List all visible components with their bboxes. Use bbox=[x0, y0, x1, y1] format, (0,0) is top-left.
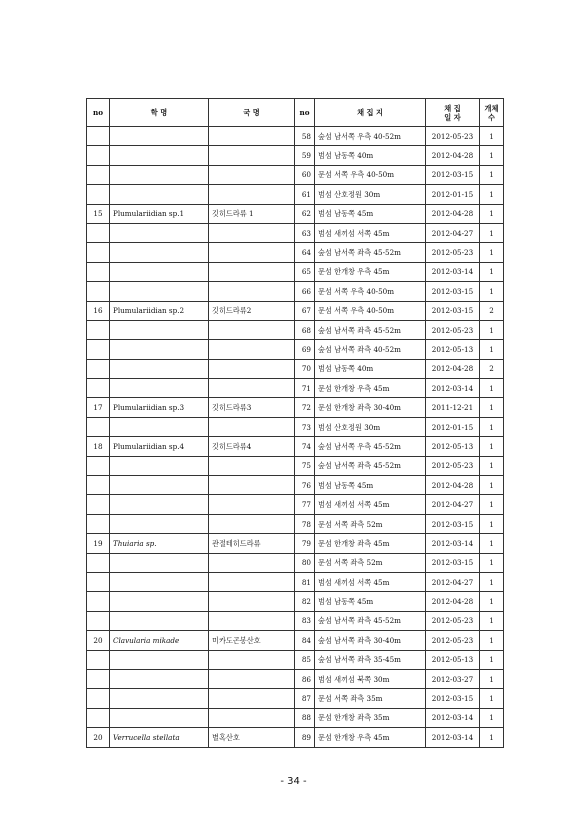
cell-scientific-name bbox=[110, 669, 209, 688]
header-scientific-name: 학 명 bbox=[110, 99, 209, 127]
table-row bbox=[87, 146, 504, 165]
cell-species-no bbox=[87, 243, 110, 262]
cell-collection-site: 범섬 새끼섬 서쪽 45m bbox=[315, 223, 426, 242]
cell-sample-no: 77 bbox=[295, 495, 315, 514]
table-body bbox=[87, 127, 504, 748]
cell-sample-no: 64 bbox=[295, 243, 315, 262]
cell-species-no bbox=[87, 359, 110, 378]
cell-scientific-name bbox=[110, 127, 209, 146]
cell-korean-name: 깃히드라류2 bbox=[209, 301, 295, 320]
cell-count: 1 bbox=[480, 127, 504, 146]
cell-scientific-name bbox=[110, 379, 209, 398]
cell-collection-site: 숲섬 남서쪽 좌측 30-40m bbox=[315, 631, 426, 650]
cell-collection-date: 2012-03-14 bbox=[426, 708, 480, 727]
cell-collection-site: 숲섬 남서쪽 좌측 45-52m bbox=[315, 243, 426, 262]
cell-collection-date: 2012-03-15 bbox=[426, 689, 480, 708]
cell-count: 1 bbox=[480, 398, 504, 417]
cell-collection-date: 2012-03-15 bbox=[426, 514, 480, 533]
cell-species-no bbox=[87, 340, 110, 359]
cell-species-no bbox=[87, 146, 110, 165]
table-row bbox=[87, 417, 504, 436]
cell-collection-date: 2012-05-23 bbox=[426, 243, 480, 262]
cell-species-no bbox=[87, 185, 110, 204]
cell-collection-date: 2012-04-27 bbox=[426, 223, 480, 242]
table-row bbox=[87, 669, 504, 688]
cell-scientific-name bbox=[110, 553, 209, 572]
table-row bbox=[87, 514, 504, 533]
cell-scientific-name bbox=[110, 359, 209, 378]
cell-korean-name bbox=[209, 495, 295, 514]
cell-scientific-name bbox=[110, 514, 209, 533]
cell-collection-date: 2012-04-27 bbox=[426, 572, 480, 591]
cell-species-no bbox=[87, 165, 110, 184]
cell-korean-name bbox=[209, 669, 295, 688]
cell-scientific-name bbox=[110, 572, 209, 591]
cell-scientific-name bbox=[110, 708, 209, 727]
cell-korean-name bbox=[209, 572, 295, 591]
cell-species-no bbox=[87, 282, 110, 301]
cell-korean-name bbox=[209, 514, 295, 533]
cell-species-no: 17 bbox=[87, 398, 110, 417]
table-row bbox=[87, 398, 504, 417]
cell-species-no: 16 bbox=[87, 301, 110, 320]
cell-scientific-name bbox=[110, 689, 209, 708]
cell-species-no bbox=[87, 223, 110, 242]
cell-species-no bbox=[87, 476, 110, 495]
table-row bbox=[87, 631, 504, 650]
cell-count: 1 bbox=[480, 146, 504, 165]
table-row bbox=[87, 127, 504, 146]
cell-sample-no: 71 bbox=[295, 379, 315, 398]
cell-scientific-name bbox=[110, 592, 209, 611]
cell-collection-site: 문섬 한개창 좌측 30-40m bbox=[315, 398, 426, 417]
cell-collection-date: 2012-05-23 bbox=[426, 127, 480, 146]
cell-collection-site: 범섬 새끼섬 서쪽 45m bbox=[315, 572, 426, 591]
cell-species-no: 18 bbox=[87, 437, 110, 456]
cell-korean-name bbox=[209, 340, 295, 359]
cell-count: 1 bbox=[480, 204, 504, 223]
cell-collection-site: 문섬 서쪽 우측 40-50m bbox=[315, 282, 426, 301]
cell-count: 1 bbox=[480, 476, 504, 495]
cell-sample-no: 62 bbox=[295, 204, 315, 223]
cell-count: 1 bbox=[480, 534, 504, 553]
cell-korean-name: 관절테히드라류 bbox=[209, 534, 295, 553]
cell-species-no: 20 bbox=[87, 728, 110, 747]
cell-scientific-name: Clavularia mikade bbox=[110, 631, 209, 650]
cell-scientific-name: Thuiaria sp. bbox=[110, 534, 209, 553]
cell-species-no bbox=[87, 262, 110, 281]
cell-scientific-name bbox=[110, 650, 209, 669]
table-row bbox=[87, 437, 504, 456]
table-row bbox=[87, 185, 504, 204]
table-row bbox=[87, 359, 504, 378]
table-row bbox=[87, 223, 504, 242]
table-row bbox=[87, 476, 504, 495]
cell-species-no bbox=[87, 592, 110, 611]
cell-sample-no: 70 bbox=[295, 359, 315, 378]
table-row bbox=[87, 592, 504, 611]
cell-korean-name bbox=[209, 165, 295, 184]
cell-korean-name bbox=[209, 689, 295, 708]
cell-collection-date: 2012-03-15 bbox=[426, 282, 480, 301]
cell-collection-site: 범섬 산호정원 30m bbox=[315, 185, 426, 204]
cell-count: 1 bbox=[480, 437, 504, 456]
cell-collection-site: 숲섬 남서쪽 좌측 35-45m bbox=[315, 650, 426, 669]
table-row bbox=[87, 301, 504, 320]
cell-sample-no: 89 bbox=[295, 728, 315, 747]
cell-scientific-name bbox=[110, 185, 209, 204]
cell-collection-site: 문섬 서쪽 좌측 52m bbox=[315, 514, 426, 533]
cell-sample-no: 85 bbox=[295, 650, 315, 669]
cell-sample-no: 81 bbox=[295, 572, 315, 591]
cell-sample-no: 69 bbox=[295, 340, 315, 359]
cell-collection-date: 2012-01-15 bbox=[426, 185, 480, 204]
cell-species-no bbox=[87, 669, 110, 688]
cell-korean-name bbox=[209, 592, 295, 611]
cell-sample-no: 58 bbox=[295, 127, 315, 146]
cell-collection-date: 2012-05-23 bbox=[426, 631, 480, 650]
cell-count: 1 bbox=[480, 340, 504, 359]
cell-count: 1 bbox=[480, 262, 504, 281]
cell-korean-name bbox=[209, 553, 295, 572]
cell-scientific-name bbox=[110, 243, 209, 262]
cell-sample-no: 88 bbox=[295, 708, 315, 727]
cell-korean-name bbox=[209, 243, 295, 262]
cell-collection-site: 범섬 새끼섬 서쪽 45m bbox=[315, 495, 426, 514]
cell-collection-date: 2012-05-13 bbox=[426, 340, 480, 359]
table-row bbox=[87, 534, 504, 553]
cell-collection-date: 2012-03-14 bbox=[426, 728, 480, 747]
cell-count: 1 bbox=[480, 689, 504, 708]
cell-species-no bbox=[87, 320, 110, 339]
cell-species-no: 19 bbox=[87, 534, 110, 553]
header-korean-name: 국 명 bbox=[209, 99, 295, 127]
cell-korean-name bbox=[209, 476, 295, 495]
cell-korean-name: 깃히드라류3 bbox=[209, 398, 295, 417]
cell-species-no bbox=[87, 553, 110, 572]
cell-collection-site: 문섬 한개창 우측 45m bbox=[315, 379, 426, 398]
cell-korean-name bbox=[209, 650, 295, 669]
cell-count: 1 bbox=[480, 456, 504, 475]
cell-collection-date: 2012-03-14 bbox=[426, 534, 480, 553]
cell-count: 1 bbox=[480, 223, 504, 242]
cell-collection-site: 문섬 한개창 좌측 35m bbox=[315, 708, 426, 727]
cell-count: 1 bbox=[480, 728, 504, 747]
header-no: no bbox=[87, 99, 110, 127]
cell-korean-name bbox=[209, 223, 295, 242]
cell-korean-name bbox=[209, 282, 295, 301]
header-count: 개체 수 bbox=[480, 99, 504, 127]
cell-sample-no: 61 bbox=[295, 185, 315, 204]
cell-scientific-name: Verrucella stellata bbox=[110, 728, 209, 747]
cell-species-no bbox=[87, 572, 110, 591]
cell-collection-date: 2012-05-23 bbox=[426, 611, 480, 630]
cell-collection-site: 문섬 서쪽 좌측 52m bbox=[315, 553, 426, 572]
cell-sample-no: 80 bbox=[295, 553, 315, 572]
page-number: - 34 - bbox=[280, 776, 307, 787]
cell-sample-no: 72 bbox=[295, 398, 315, 417]
cell-count: 1 bbox=[480, 650, 504, 669]
cell-collection-site: 범섬 남동쪽 45m bbox=[315, 476, 426, 495]
cell-species-no: 20 bbox=[87, 631, 110, 650]
cell-collection-site: 문섬 서쪽 우측 40-50m bbox=[315, 301, 426, 320]
cell-count: 2 bbox=[480, 301, 504, 320]
cell-collection-site: 문섬 한개창 우측 45m bbox=[315, 262, 426, 281]
cell-species-no: 15 bbox=[87, 204, 110, 223]
cell-collection-site: 숲섬 남서쪽 좌측 45-52m bbox=[315, 320, 426, 339]
table-row bbox=[87, 243, 504, 262]
cell-scientific-name bbox=[110, 476, 209, 495]
cell-count: 1 bbox=[480, 185, 504, 204]
cell-species-no bbox=[87, 127, 110, 146]
cell-collection-date: 2012-04-28 bbox=[426, 476, 480, 495]
cell-scientific-name bbox=[110, 223, 209, 242]
cell-count: 1 bbox=[480, 282, 504, 301]
cell-collection-site: 문섬 한개창 좌측 45m bbox=[315, 534, 426, 553]
cell-scientific-name bbox=[110, 262, 209, 281]
cell-collection-date: 2012-03-14 bbox=[426, 379, 480, 398]
cell-collection-site: 범섬 남동쪽 45m bbox=[315, 204, 426, 223]
cell-species-no bbox=[87, 379, 110, 398]
cell-collection-date: 2012-04-28 bbox=[426, 359, 480, 378]
cell-count: 1 bbox=[480, 320, 504, 339]
cell-species-no bbox=[87, 417, 110, 436]
cell-collection-site: 범섬 남동쪽 40m bbox=[315, 146, 426, 165]
cell-collection-date: 2012-03-15 bbox=[426, 301, 480, 320]
cell-collection-site: 숲섬 남서쪽 우측 40-52m bbox=[315, 127, 426, 146]
cell-sample-no: 75 bbox=[295, 456, 315, 475]
cell-collection-date: 2012-03-15 bbox=[426, 165, 480, 184]
cell-count: 1 bbox=[480, 572, 504, 591]
cell-sample-no: 78 bbox=[295, 514, 315, 533]
cell-sample-no: 65 bbox=[295, 262, 315, 281]
cell-collection-date: 2012-04-28 bbox=[426, 592, 480, 611]
cell-sample-no: 84 bbox=[295, 631, 315, 650]
cell-count: 1 bbox=[480, 379, 504, 398]
cell-sample-no: 68 bbox=[295, 320, 315, 339]
cell-korean-name: 별혹산호 bbox=[209, 728, 295, 747]
cell-species-no bbox=[87, 456, 110, 475]
cell-collection-site: 숲섬 남서쪽 우측 45-52m bbox=[315, 437, 426, 456]
cell-collection-site: 숲섬 남서쪽 좌측 45-52m bbox=[315, 611, 426, 630]
cell-collection-date: 2012-05-23 bbox=[426, 456, 480, 475]
cell-scientific-name bbox=[110, 417, 209, 436]
cell-scientific-name bbox=[110, 340, 209, 359]
table-row bbox=[87, 165, 504, 184]
cell-collection-site: 문섬 한개창 우측 45m bbox=[315, 728, 426, 747]
cell-collection-site: 숲섬 남서쪽 좌측 45-52m bbox=[315, 456, 426, 475]
cell-scientific-name bbox=[110, 165, 209, 184]
cell-collection-date: 2012-04-27 bbox=[426, 495, 480, 514]
cell-collection-site: 문섬 서쪽 좌측 35m bbox=[315, 689, 426, 708]
cell-species-no bbox=[87, 650, 110, 669]
cell-collection-date: 2012-05-13 bbox=[426, 437, 480, 456]
cell-scientific-name bbox=[110, 611, 209, 630]
cell-count: 2 bbox=[480, 359, 504, 378]
table-row bbox=[87, 282, 504, 301]
cell-korean-name bbox=[209, 262, 295, 281]
cell-sample-no: 74 bbox=[295, 437, 315, 456]
cell-korean-name bbox=[209, 320, 295, 339]
cell-collection-date: 2011-12-21 bbox=[426, 398, 480, 417]
cell-scientific-name bbox=[110, 495, 209, 514]
cell-collection-site: 범섬 새끼섬 북쪽 30m bbox=[315, 669, 426, 688]
cell-sample-no: 59 bbox=[295, 146, 315, 165]
cell-count: 1 bbox=[480, 631, 504, 650]
cell-korean-name: 깃히드라류 1 bbox=[209, 204, 295, 223]
cell-sample-no: 60 bbox=[295, 165, 315, 184]
cell-collection-site: 문섬 서쪽 우측 40-50m bbox=[315, 165, 426, 184]
cell-collection-date: 2012-03-14 bbox=[426, 262, 480, 281]
cell-korean-name bbox=[209, 417, 295, 436]
cell-scientific-name: Plumulariidian sp.3 bbox=[110, 398, 209, 417]
cell-sample-no: 82 bbox=[295, 592, 315, 611]
cell-species-no bbox=[87, 689, 110, 708]
header-collection-date: 채 집 일 자 bbox=[426, 99, 480, 127]
cell-korean-name bbox=[209, 379, 295, 398]
cell-scientific-name bbox=[110, 320, 209, 339]
cell-korean-name bbox=[209, 185, 295, 204]
cell-scientific-name: Plumulariidian sp.1 bbox=[110, 204, 209, 223]
specimen-table bbox=[86, 98, 504, 748]
table-row bbox=[87, 611, 504, 630]
cell-collection-site: 범섬 산호정원 30m bbox=[315, 417, 426, 436]
header-collection-site: 채 집 지 bbox=[315, 99, 426, 127]
cell-collection-date: 2012-04-28 bbox=[426, 204, 480, 223]
table-row bbox=[87, 553, 504, 572]
cell-sample-no: 67 bbox=[295, 301, 315, 320]
cell-count: 1 bbox=[480, 495, 504, 514]
cell-species-no bbox=[87, 611, 110, 630]
cell-korean-name: 깃히드라류4 bbox=[209, 437, 295, 456]
table-row bbox=[87, 320, 504, 339]
cell-korean-name: 미카도곤봉산호 bbox=[209, 631, 295, 650]
cell-collection-site: 숲섬 남서쪽 좌측 40-52m bbox=[315, 340, 426, 359]
cell-sample-no: 76 bbox=[295, 476, 315, 495]
table-row bbox=[87, 204, 504, 223]
cell-scientific-name bbox=[110, 146, 209, 165]
table-row bbox=[87, 689, 504, 708]
cell-collection-site: 범섬 남동쪽 45m bbox=[315, 592, 426, 611]
cell-collection-date: 2012-04-28 bbox=[426, 146, 480, 165]
table-row bbox=[87, 495, 504, 514]
cell-korean-name bbox=[209, 708, 295, 727]
cell-count: 1 bbox=[480, 553, 504, 572]
cell-collection-date: 2012-05-23 bbox=[426, 320, 480, 339]
cell-scientific-name: Plumulariidian sp.4 bbox=[110, 437, 209, 456]
cell-count: 1 bbox=[480, 708, 504, 727]
cell-count: 1 bbox=[480, 243, 504, 262]
table-row bbox=[87, 340, 504, 359]
table-row bbox=[87, 572, 504, 591]
cell-korean-name bbox=[209, 359, 295, 378]
cell-count: 1 bbox=[480, 669, 504, 688]
table-row bbox=[87, 650, 504, 669]
cell-scientific-name bbox=[110, 456, 209, 475]
cell-collection-date: 2012-05-13 bbox=[426, 650, 480, 669]
cell-count: 1 bbox=[480, 165, 504, 184]
cell-korean-name bbox=[209, 456, 295, 475]
cell-collection-date: 2012-01-15 bbox=[426, 417, 480, 436]
table-row bbox=[87, 379, 504, 398]
table-row bbox=[87, 262, 504, 281]
cell-collection-date: 2012-03-15 bbox=[426, 553, 480, 572]
cell-sample-no: 83 bbox=[295, 611, 315, 630]
table-row bbox=[87, 456, 504, 475]
cell-scientific-name bbox=[110, 282, 209, 301]
cell-species-no bbox=[87, 708, 110, 727]
cell-sample-no: 87 bbox=[295, 689, 315, 708]
table-row bbox=[87, 708, 504, 727]
cell-species-no bbox=[87, 495, 110, 514]
cell-sample-no: 73 bbox=[295, 417, 315, 436]
cell-korean-name bbox=[209, 611, 295, 630]
table-header-row bbox=[87, 99, 504, 127]
cell-collection-site: 범섬 남동쪽 40m bbox=[315, 359, 426, 378]
table-row bbox=[87, 728, 504, 747]
cell-sample-no: 79 bbox=[295, 534, 315, 553]
cell-count: 1 bbox=[480, 514, 504, 533]
cell-count: 1 bbox=[480, 611, 504, 630]
cell-sample-no: 66 bbox=[295, 282, 315, 301]
cell-count: 1 bbox=[480, 417, 504, 436]
cell-count: 1 bbox=[480, 592, 504, 611]
cell-scientific-name: Plumulariidian sp.2 bbox=[110, 301, 209, 320]
cell-collection-date: 2012-03-27 bbox=[426, 669, 480, 688]
cell-species-no bbox=[87, 514, 110, 533]
header-sample-no: no bbox=[295, 99, 315, 127]
cell-sample-no: 63 bbox=[295, 223, 315, 242]
cell-korean-name bbox=[209, 127, 295, 146]
cell-sample-no: 86 bbox=[295, 669, 315, 688]
cell-korean-name bbox=[209, 146, 295, 165]
